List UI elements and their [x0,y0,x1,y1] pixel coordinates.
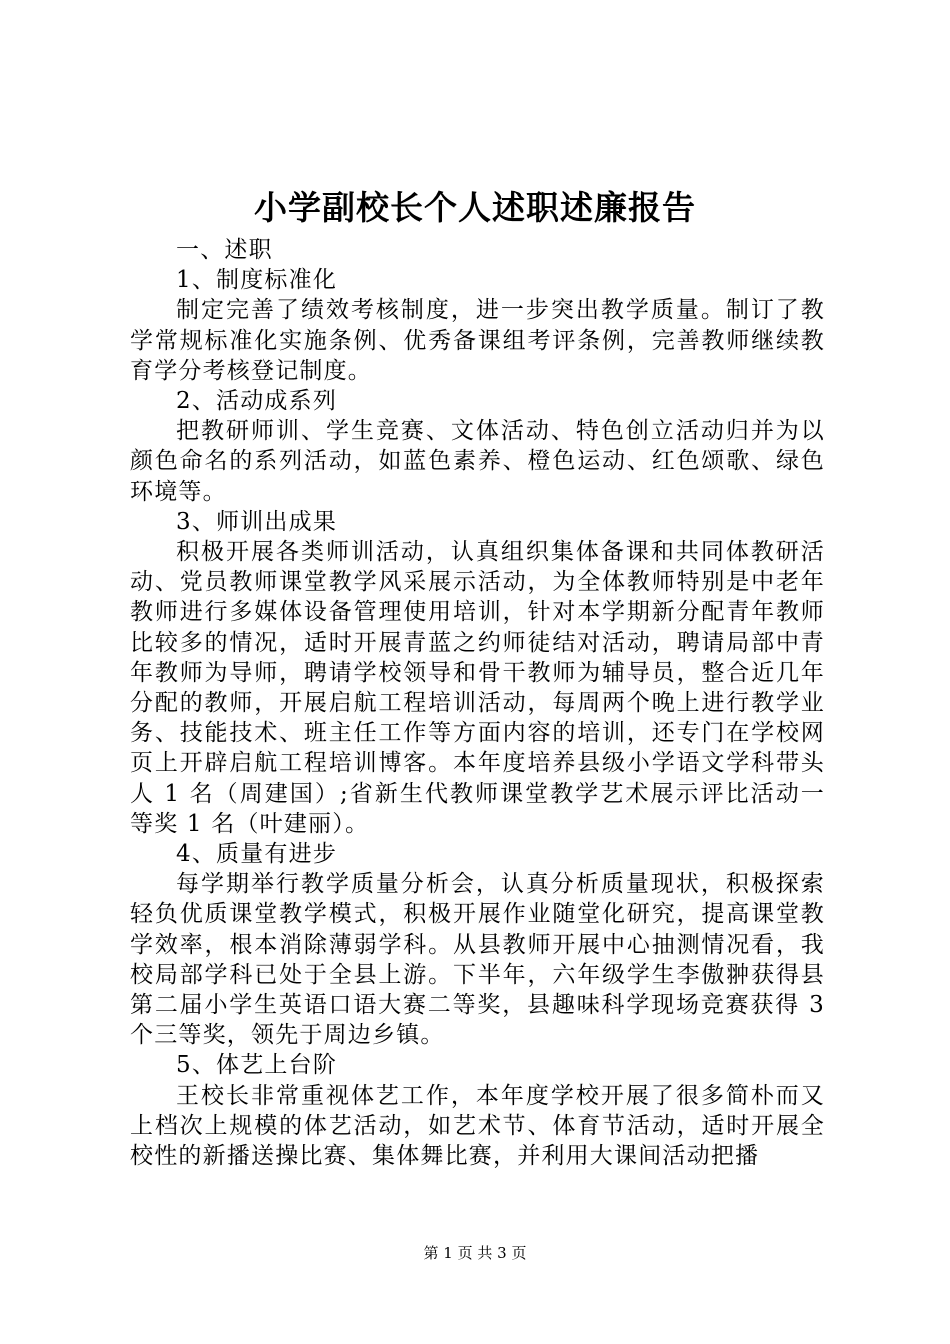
paragraph: 王校长非常重视体艺工作，本年度学校开展了很多简朴而又上档次上规模的体艺活动，如艺术节、体育节活动，适时开展全校性的新播送操比赛、集体舞比赛，并利用大课间活动把播 [130,1082,825,1170]
subsection-heading: 2、活动成系列 [176,388,338,415]
paragraph: 把教研师训、学生竞赛、文体活动、特色创立活动归并为以颜色命名的系列活动，如蓝色素养、橙色运动、红色颂歌、绿色环境等。 [130,418,825,505]
paragraph: 制定完善了绩效考核制度，进一步突出教学质量。制订了教学常规标准化实施条例、优秀备课组考评条例，完善教师继续教育学分考核登记制度。 [130,297,825,384]
subsection-heading: 5、体艺上台阶 [176,1052,338,1079]
document-body [130,235,834,1171]
subsection-heading: 3、师训出成果 [176,508,338,535]
paragraph: 每学期举行教学质量分析会，认真分析质量现状，积极探索轻负优质课堂教学模式，积极开展作业随堂化研究，提高课堂教学效率，根本消除薄弱学科。从县教师开展中心抽测情况看，我校局部学科已处于全县上游。下半年，六年级学生李傲翀获得县第二届小学生英语口语大赛二等奖，县趣味科学现场竞赛获得 3 个三等奖，领先于周边乡镇。 [130,871,834,1049]
subsection-heading: 1、制度标准化 [176,267,338,294]
page-footer: 第 1 页 共 3 页 [423,1244,527,1262]
document-title: 小学副校长个人述职述廉报告 [254,188,696,227]
subsection-heading: 4、质量有进步 [176,841,338,868]
section-heading: 一、述职 [176,237,273,263]
paragraph: 积极开展各类师训活动，认真组织集体备课和共同体教研活动、党员教师课堂教学风采展示活动，为全体教师特别是中老年教师进行多媒体设备管理使用培训，针对本学期新分配青年教师比较多的情况，适时开展青蓝之约师徒结对活动，聘请局部中青年教师为导师，聘请学校领导和骨干教师为辅导员，整合近几年分配的教师，开展启航工程培训活动，每周两个晚上进行教学业务、技能技术、班主任工作等方面内容的培训，还专门在学校网页上开辟启航工程培训博客。本年度培养县级小学语文学科带头人 1 名（周建国）;省新生代教师课堂教学艺术展示评比活动一等奖 1 名（叶建丽）。 [130,539,825,837]
